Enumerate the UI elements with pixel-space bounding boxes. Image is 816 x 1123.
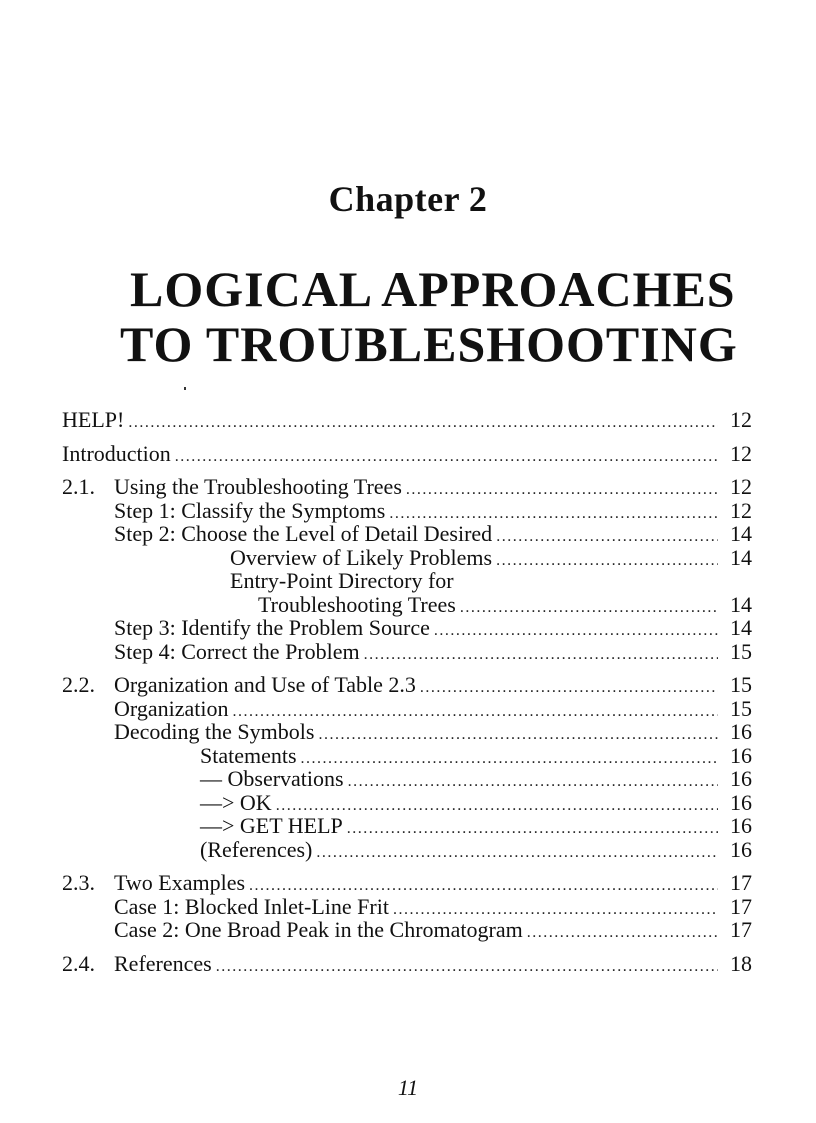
toc-entry <box>62 791 752 815</box>
toc-page-number: 16 <box>730 836 752 862</box>
toc-entry <box>62 871 752 895</box>
toc-entry <box>62 593 752 617</box>
chapter-title-line-1: LOGICAL APPROACHES <box>130 261 736 317</box>
toc-entry-label: Case 2: One Broad Peak in the Chromatogram <box>114 917 523 942</box>
toc-entry-label: — Observations <box>200 766 344 791</box>
toc-leader-dots <box>175 445 718 469</box>
toc-leader-dots <box>347 817 718 841</box>
toc-leader-dots <box>434 619 718 643</box>
toc-page-number: 16 <box>730 719 752 744</box>
toc-page-number: 15 <box>730 638 752 664</box>
toc-leader-dots <box>496 525 718 549</box>
toc-entry-label: —> GET HELP <box>200 813 343 838</box>
toc-page-number: 16 <box>730 789 752 815</box>
toc-page-number: 12 <box>730 440 752 466</box>
toc-leader-dots <box>316 841 718 865</box>
toc-entry <box>62 952 752 976</box>
toc-section-number: 2.4. <box>62 950 95 976</box>
toc-entry <box>62 918 752 942</box>
chapter-label: Chapter 2 <box>328 179 488 219</box>
toc-leader-dots <box>216 955 718 979</box>
toc-page-number: 12 <box>730 497 752 523</box>
chapter-title <box>118 262 758 372</box>
toc-entry-label: Step 4: Correct the Problem <box>114 638 360 664</box>
toc-page-number: 14 <box>730 591 752 617</box>
toc-entry <box>62 640 752 664</box>
toc-entry-label: References <box>114 950 212 976</box>
toc-entry <box>62 673 752 697</box>
toc-entry <box>62 442 752 466</box>
toc-entry-label: Introduction <box>62 440 171 466</box>
toc-entry-label: (References) <box>200 836 313 862</box>
toc-page-number: 18 <box>730 950 752 976</box>
toc-entry <box>62 616 752 640</box>
toc-entry <box>62 895 752 919</box>
toc-entry <box>62 720 752 744</box>
toc-leader-dots <box>527 921 718 945</box>
toc-entry-label: Organization <box>114 695 229 721</box>
toc-page-number: 14 <box>730 544 752 570</box>
toc-leader-dots <box>406 478 718 502</box>
toc-page-number: 15 <box>730 672 752 697</box>
toc-entry-label: Organization and Use of Table 2.3 <box>114 672 416 697</box>
toc-entry <box>62 522 752 546</box>
toc-page-number: 17 <box>730 917 752 942</box>
toc-section-number: 2.1. <box>62 474 95 499</box>
toc-leader-dots <box>496 549 718 573</box>
toc-entry-label: —> OK <box>200 789 272 815</box>
toc-entry-label: Overview of Likely Problems <box>230 544 493 570</box>
toc-entry <box>62 838 752 862</box>
toc-page-number: 17 <box>730 893 752 919</box>
stray-mark <box>184 387 186 390</box>
toc-leader-dots <box>128 411 718 435</box>
toc-entry-label: Troubleshooting Trees <box>258 591 456 617</box>
toc-entry <box>62 569 752 593</box>
toc-page-number: 14 <box>730 521 752 546</box>
toc-entry <box>62 767 752 791</box>
toc-leader-dots <box>420 676 718 700</box>
toc-entry-label: Entry-Point Directory for <box>230 568 454 593</box>
toc-entry <box>62 814 752 838</box>
chapter-title-line-2: TO TROUBLESHOOTING <box>120 316 738 372</box>
toc-section-number: 2.3. <box>62 870 95 895</box>
toc-page-number: 16 <box>730 813 752 838</box>
toc-entry-label: HELP! <box>62 407 125 432</box>
toc-page-number: 12 <box>730 474 752 499</box>
toc-leader-dots <box>364 643 718 667</box>
page-number: 11 <box>397 1075 419 1100</box>
toc-page-number: 16 <box>730 766 752 791</box>
toc-entry-label: Step 1: Classify the Symptoms <box>114 497 386 523</box>
toc-page-number: 15 <box>730 695 752 721</box>
toc-entry <box>62 499 752 523</box>
toc-entry-label: Case 1: Blocked Inlet-Line Frit <box>114 893 389 919</box>
toc-entry-label: Two Examples <box>114 870 246 895</box>
toc-entry-label: Step 3: Identify the Problem Source <box>114 615 430 640</box>
toc-entry <box>62 697 752 721</box>
toc-leader-dots <box>318 723 718 747</box>
toc-section-number: 2.2. <box>62 672 95 697</box>
toc-leader-dots <box>348 770 718 794</box>
toc-page-number: 12 <box>730 407 752 432</box>
toc-entry <box>62 408 752 432</box>
toc-entry-label: Using the Troubleshooting Trees <box>114 474 402 499</box>
toc-entry-label: Statements <box>200 742 297 768</box>
toc-leader-dots <box>301 747 718 771</box>
table-of-contents <box>62 408 752 975</box>
toc-entry-label: Decoding the Symbols <box>114 719 315 744</box>
toc-entry-label: Step 2: Choose the Level of Detail Desired <box>114 521 493 546</box>
toc-entry <box>62 546 752 570</box>
toc-page-number: 17 <box>730 870 752 895</box>
toc-entry <box>62 475 752 499</box>
toc-entry <box>62 744 752 768</box>
toc-page-number: 14 <box>730 615 752 640</box>
toc-page-number: 16 <box>730 742 752 768</box>
toc-leader-dots <box>460 596 718 620</box>
